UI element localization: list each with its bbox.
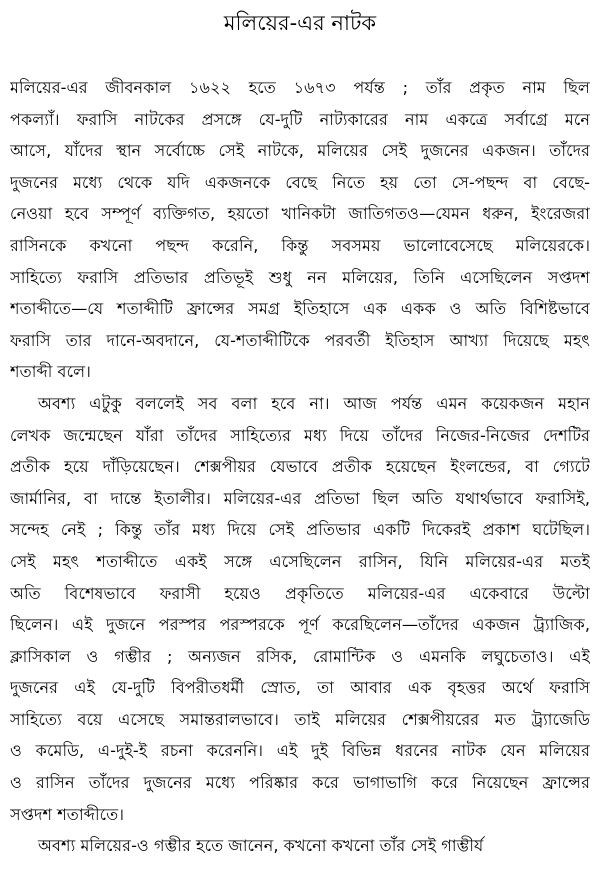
text-line: অতি বিশেষভাবে ফরাসী হয়েও প্রকৃতিতে মলিয়ের-এর একেবারে উল্টো bbox=[10, 583, 590, 603]
text-line: পকল্যাঁ। ফরাসি নাটকের প্রসঙ্গে যে-দুটি নাট্যকারের নাম একত্রে সর্বাগ্রে মনে bbox=[10, 109, 590, 129]
text-line: সাহিত্যে ফরাসি প্রতিভার প্রতিভূই শুধু নন মলিয়ের, তিনি এসেছিলেন সপ্তদশ bbox=[10, 267, 590, 287]
text-line: শতাব্দীতে—যে শতাব্দীটি ফ্রান্সের সমগ্র ইতিহাসে এক একক ও অতি বিশিষ্টভাবে bbox=[10, 299, 590, 319]
text-line: দুজনের মধ্যে থেকে যদি একজনকে বেছে নিতে হয় তো সে-পছন্দ বা বেছে- bbox=[10, 172, 590, 192]
text-line: জার্মানির, বা দান্তে ইতালীর। মলিয়ের-এর প্রতিভা ছিল অতি যথার্থভাবে ফরাসিই, bbox=[10, 488, 590, 508]
text-line: প্রতীক হয়ে দাঁড়িয়েছেন। শেক্সপীয়র যেভাবে প্রতীক হয়েছেন ইংলন্ডের, বা গ্যেটে bbox=[10, 457, 590, 477]
text-line: সেই মহৎ শতাব্দীতে একই সঙ্গে এসেছিলেন রাসিন, যিনি মলিয়ের-এর মতই bbox=[10, 551, 590, 571]
text-line: আসে, যাঁদের স্থান সর্বোচ্চে সেই নাটকে, মলিয়ের সেই দুজনের একজন। তাঁদের bbox=[10, 141, 590, 161]
text-line: শতাব্দী বলে। bbox=[10, 362, 91, 382]
text-line: রাসিনকে কখনো পছন্দ করেনি, কিন্তু সবসময় ভালোবেসেছে মলিয়েরকে। bbox=[10, 235, 590, 255]
page-title: মলিয়ের-এর নাটক bbox=[223, 11, 377, 35]
paragraph-1 bbox=[10, 72, 590, 388]
text-line: ক্লাসিকাল ও গম্ভীর ; অন্যজন রসিক, রোমান্টিক ও এমনকি লঘুচেতাও। এই bbox=[10, 646, 590, 666]
text-line: লেখক জন্মেছেন যাঁরা তাঁদের সাহিত্যের মধ্য দিয়ে তাঁদের নিজের-নিজের দেশটির bbox=[10, 425, 590, 445]
text-line: সাহিত্যে বয়ে এসেছে সমান্তরালভাবে। তাই মলিয়ের শেক্সপীয়রের মত ট্র্যাজেডি bbox=[10, 709, 590, 729]
text-line: ফরাসি তার দানে-অবদানে, যে-শতাব্দীটিকে পরবর্তী ইতিহাস আখ্যা দিয়েছে মহৎ bbox=[10, 330, 590, 350]
text-line: ছিলেন। এই দুজনে পরস্পর পরস্পরকে পূর্ণ করেছিলেন—তাঁদের একজন ট্র্যাজিক, bbox=[10, 615, 590, 635]
paragraph-3 bbox=[10, 830, 590, 862]
text-line: ও কমেডি, এ-দুই-ই রচনা করেননি। এই দুই বিভিন্ন ধরনের নাটক যেন মলিয়ের bbox=[10, 741, 590, 761]
text-line: দুজনের এই যে-দুটি বিপরীতধর্মী স্রোত, তা আবার এক বৃহত্তর অর্থে ফরাসি bbox=[10, 678, 590, 698]
text-line: ও রাসিন তাঁদের দুজনের মধ্যে পরিষ্কার করে ভাগাভাগি করে নিয়েছেন ফ্রান্সের bbox=[10, 773, 590, 793]
text-line: সপ্তদশ শতাব্দীতে। bbox=[10, 804, 125, 824]
text-line: অবশ্য মলিয়ের-ও গম্ভীর হতে জানেন, কখনো কখনো তাঁর সেই গাম্ভীর্য bbox=[38, 836, 484, 856]
document-body bbox=[10, 72, 590, 862]
text-line: মলিয়ের-এর জীবনকাল ১৬২২ হতে ১৬৭৩ পর্যন্ত ; তাঁর প্রকৃত নাম ছিল bbox=[10, 78, 590, 97]
text-line: সন্দেহ নেই ; কিন্তু তাঁর মধ্য দিয়ে সেই প্রতিভার একটি দিকেরই প্রকাশ ঘটেছিল। bbox=[10, 520, 590, 540]
text-line: অবশ্য এটুকু বললেই সব বলা হবে না। আজ পর্যন্ত এমন কয়েকজন মহান bbox=[38, 393, 590, 413]
paragraph-2 bbox=[10, 388, 590, 830]
text-line: নেওয়া হবে সম্পূর্ণ ব্যক্তিগত, হয়তো খানিকটা জাতিগতও—যেমন ধরুন, ইংরেজরা bbox=[10, 204, 590, 224]
